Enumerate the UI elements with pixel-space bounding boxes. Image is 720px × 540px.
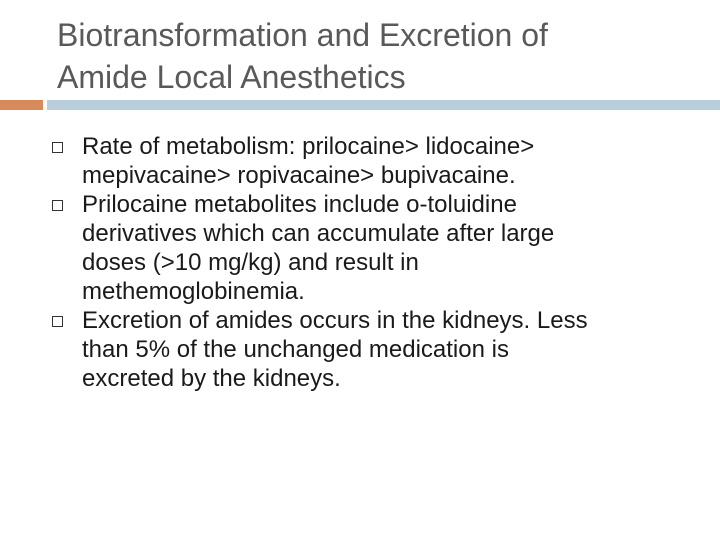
bullet-item-excretion [52,306,672,393]
slide-title-line: Biotransformation and Excretion of [57,17,548,53]
bullet-line: methemoglobinemia. [82,278,305,305]
bullet-line: excreted by the kidneys. [82,365,341,392]
slide-title-line: Amide Local Anesthetics [57,59,406,95]
bullet-text [82,190,672,306]
bullet-line: derivatives which can accumulate after large [82,220,555,247]
bullet-text [82,306,672,393]
slide-title [57,14,697,98]
bullet-line: Prilocaine metabolites include o-toluidine [82,191,517,218]
bullet-item-metabolism-rate [52,132,672,190]
bullet-line: Excretion of amides occurs in the kidneys. Less [82,307,588,334]
bullet-list [52,132,672,393]
bullet-item-prilocaine-metabolites [52,190,672,306]
bullet-line: Rate of metabolism: prilocaine> lidocaine> [82,133,535,160]
title-divider-bar [47,100,720,110]
square-bullet-icon [52,316,63,327]
bullet-line: than 5% of the unchanged medication is [82,336,509,363]
square-bullet-icon [52,142,63,153]
bullet-line: mepivacaine> ropivacaine> bupivacaine. [82,162,516,189]
square-bullet-icon [52,200,63,211]
bullet-text [82,132,672,190]
title-divider-accent [0,100,43,110]
bullet-line: doses (>10 mg/kg) and result in [82,249,419,276]
